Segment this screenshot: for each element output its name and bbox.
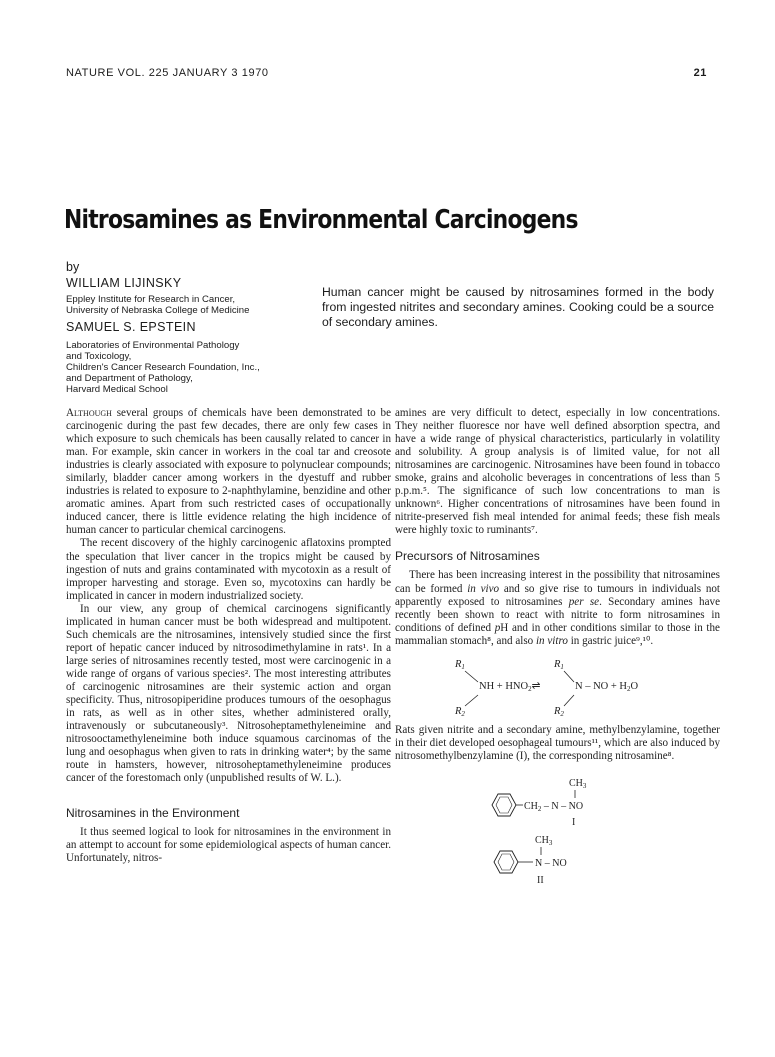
- affiliation-line: Children's Cancer Research Foundation, Inc.,: [66, 362, 260, 373]
- column-left: [66, 407, 391, 866]
- affiliation-line: University of Nebraska College of Medicine: [66, 305, 250, 316]
- italic-term: in vitro: [535, 634, 568, 647]
- ring-inner-bond: [498, 854, 514, 870]
- drop-word: Although: [66, 407, 112, 419]
- affiliation-line: Laboratories of Environmental Pathology: [66, 340, 240, 351]
- reaction-equation: [395, 654, 720, 718]
- reactant-text: NH + HNO2⇌: [479, 680, 541, 693]
- text-run: in gastric juice⁹,¹⁰.: [567, 634, 654, 647]
- substituent-r2: R2: [554, 705, 564, 718]
- text-run: H and in other conditions similar to those in the mammalian stomach⁸, and also: [395, 621, 720, 647]
- affiliation-1: [66, 294, 249, 316]
- text-run: . Secondary amines have recently been shown to react with nitrite to form nitrosamines in conditions of defined: [395, 595, 720, 634]
- ring-inner-bond: [496, 797, 512, 813]
- text-run: There has been increasing interest in the possibility that nitrosamines can be formed: [395, 569, 720, 595]
- affiliation-2: [66, 340, 260, 395]
- methyl-group: $CH_3$: [535, 834, 553, 847]
- affiliation-line: Eppley Institute for Research in Cancer,: [66, 294, 236, 305]
- section-heading: Nitrosamines in the Environment: [66, 806, 240, 821]
- bond-line: [465, 671, 478, 682]
- compound-label: I: [572, 816, 576, 828]
- paragraph: [66, 407, 391, 537]
- affiliation-line: and Department of Pathology,: [66, 373, 193, 384]
- byline-by: by: [66, 260, 80, 274]
- compound-i: [492, 778, 587, 828]
- article-title: Nitrosamines as Environmental Carcinogens: [64, 205, 578, 235]
- author-1: WILLIAM LIJINSKY: [66, 276, 182, 290]
- column-right: [395, 407, 720, 893]
- paragraph-text: several groups of chemicals have been demonstrated to be carcinogenic during the past few decades, there are only few cases in which exposure to such chemicals has been causally related to cancer in man. For example, skin cancer in workers in the coal tar and creosote industries is clearly associated with exposure to polynuclear compounds; similarly, bladder cancer among workers in the dyestuff and rubber industries is related to exposure to 2-naphthylamine, benzidine and other aromatic amines. Apart from such restricted cases of occupationally induced cancer, there is little evidence relating the high incidence of human cancer to particular chemical carcinogens.: [66, 407, 391, 537]
- journal-header: NATURE VOL. 225 JANUARY 3 1970: [66, 67, 269, 79]
- text-run: and so give rise to tumours in individuals not apparently exposed to nitrosamines: [395, 582, 720, 608]
- paragraph: Rats given nitrite and a secondary amine, methylbenzylamine, together in their diet developed oesophageal tumours¹¹, which are also induced by nitrosomethylbenzylamine (I), the corresponding nitrosamine⁸.: [395, 723, 720, 762]
- substituent-r1: R1: [455, 658, 465, 671]
- paragraph: It thus seemed logical to look for nitrosamines in the environment in an attempt to account for some epidemiological aspects of human cancer. Unfortunately, nitros-: [66, 826, 391, 865]
- section-heading: Precursors of Nitrosamines: [395, 549, 540, 564]
- compound-label: II: [537, 874, 544, 886]
- methyl-group: $CH_3$: [569, 777, 587, 790]
- italic-term: per se: [568, 595, 600, 608]
- nitrosamine-chain: N – NO: [535, 857, 567, 869]
- italic-term: p: [494, 621, 501, 634]
- substituent-r2: R2: [455, 705, 465, 718]
- italic-term: in vivo: [467, 582, 500, 595]
- product-text: N – NO + H2O: [575, 680, 639, 693]
- paragraph: amines are very difficult to detect, especially in low concentrations. They neither fluoresce nor have well defined absorption spectra, and have a wide range of physical characteristics, particularly in volatility and solubility. A group analysis is of limited value, for not all nitrosamines are carcinogenic. Nitrosamines have been found in tobacco smoke, grains and alcoholic beverages in concentrations of less than 5 p.p.m.⁵. The significance of such low concentrations to man is unknown⁶. Higher concentrations of nitrosamines have been found in nitrite-preserved fish meal intended for animal feeds; these fish meals were highly toxic to ruminants⁷.: [395, 407, 720, 537]
- author-2: SAMUEL S. EPSTEIN: [66, 320, 196, 334]
- compound-ii: [494, 835, 567, 886]
- paragraph: In our view, any group of chemical carcinogens significantly implicated in human cancer must be both widespread and multipotent. Such chemicals are the nitrosamines, intensively studied since the first report of hepatic cancer induced by nitrosodimethylamine in rats¹. In a large series of nitrosamines recently tested, most were carcinogenic in a wide range of organs of various species². The most interesting attributes of carcinogenic nitrosamines are their systemic action and organ specificity. Thus, nitrosopiperidine produces tumours of the oesophagus in rats, as well as in other sites, whether administered orally, intravenously or subcutaneously³. Nitrosoheptamethyleneimine and nitrosooctamethyleneimine both induce squamous carcinomas of the lung and oesophagus when given to rats in drinking water⁴; by the same route in hamsters, however, nitrosoheptamethyleneimine produces cancer of the forestomach only (unpublished results of W. L.).: [66, 602, 391, 785]
- substituent-r1: R1: [554, 658, 564, 671]
- bond-line: [564, 671, 574, 682]
- affiliation-line: and Toxicology,: [66, 351, 132, 362]
- paragraph: The recent discovery of the highly carcinogenic aflatoxins prompted the speculation that liver cancer in the tropics might be caused by ingestion of nuts and grains contaminated with mycotoxin as a result of improper harvesting and storage. Even so, mycotoxins can hardly be implicated in cancer in modern industrialized society.: [66, 537, 391, 602]
- paragraph: [395, 569, 720, 647]
- affiliation-line: Harvard Medical School: [66, 384, 168, 395]
- abstract: Human cancer might be caused by nitrosamines formed in the body from ingested nitrites and secondary amines. Cooking could be a source of secondary amines.: [322, 285, 714, 329]
- bond-line: [564, 695, 574, 706]
- chemical-structures: [395, 769, 720, 887]
- nitrosamine-chain: $CH_2$ – N – NO: [524, 800, 584, 813]
- bond-line: [465, 695, 478, 706]
- page-number: 21: [693, 67, 707, 79]
